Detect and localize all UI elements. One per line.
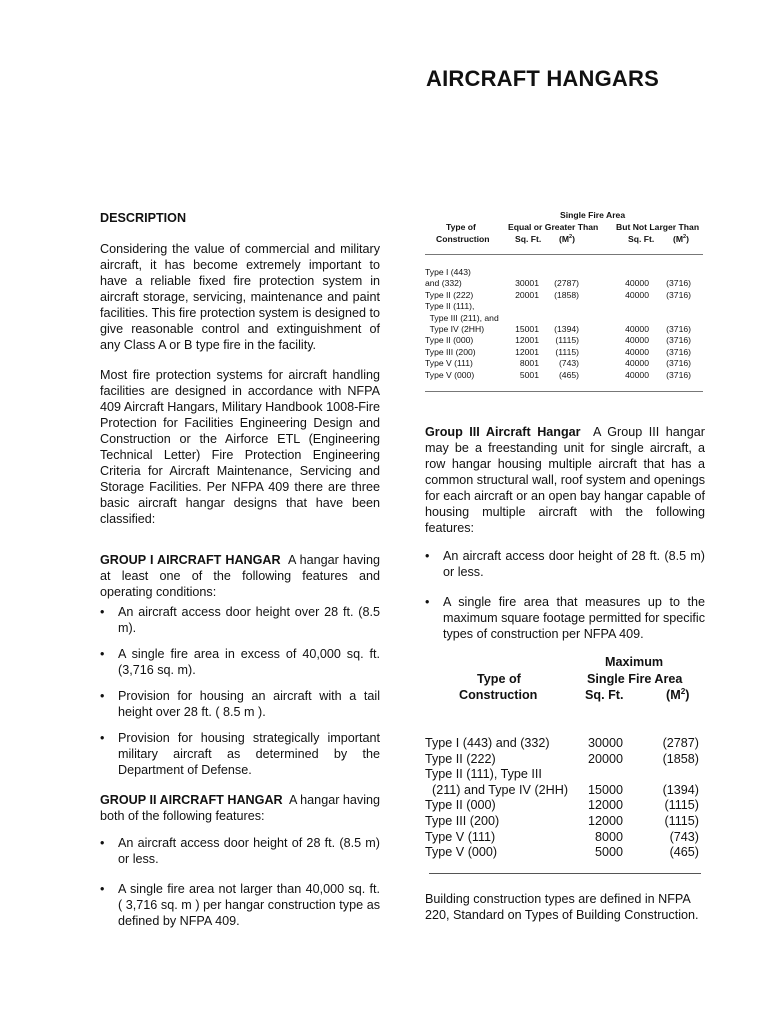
group3-intro-text: A Group III hangar may be a freestanding unit for single aircraft, a row hangar housing multiple aircraft that has a common structural wall, roof system and openings for each aircraft or an open bay hangar capable of housing multiple aircraft with the following features: xyxy=(425,425,705,535)
list-item: • A single fire area not larger than 40,000 sq. ft. ( 3,716 sq. m ) per hangar construction type as defined by NFPA 409. xyxy=(100,882,380,928)
table-cell: (3716) xyxy=(666,324,691,334)
table-rule xyxy=(429,873,701,874)
table-cell: (2787) xyxy=(662,736,699,750)
table-cell: 40000 xyxy=(625,369,649,380)
page-title: AIRCRAFT HANGARS xyxy=(426,66,659,91)
group2-bullet-list xyxy=(100,835,380,939)
group3-bullet-list xyxy=(425,548,705,652)
list-item: • An aircraft access door height of 28 ft. (8.5 m) or less. xyxy=(425,549,705,579)
table-cell: 40000 xyxy=(625,335,649,346)
group1-heading: GROUP I AIRCRAFT HANGAR xyxy=(100,553,281,567)
list-item: • Provision for housing an aircraft with a tail height over 28 ft. ( 8.5 m ). xyxy=(100,689,380,719)
group2-intro xyxy=(100,792,380,824)
table-cell: (743) xyxy=(669,829,699,844)
table-cell: 40000 xyxy=(625,358,649,369)
table-header-single-fire-area: Single Fire Area xyxy=(587,672,683,686)
table-header-not-larger: But Not Larger Than xyxy=(616,222,700,232)
table-cell: (3716) xyxy=(666,358,691,369)
table-cell: (3716) xyxy=(666,278,691,289)
table-header-equal-or-greater: Equal or Greater Than xyxy=(508,222,599,232)
table-header-m2: $(M^2)$ xyxy=(666,686,690,702)
table-rule xyxy=(425,254,703,255)
table-header-type-of: Type of xyxy=(446,222,476,232)
table-cell: (465) xyxy=(669,845,699,860)
description-section xyxy=(100,210,380,226)
table-cell: (1115) xyxy=(664,814,699,828)
list-item: • Provision for housing strategically important military aircraft as determined by the Department of Defense. xyxy=(100,731,380,777)
bullet-icon: • xyxy=(100,689,105,703)
table-header-sqft-2: Sq. Ft. xyxy=(628,234,655,244)
table-cell: 12001 xyxy=(515,346,539,357)
table-cell: 30000 xyxy=(587,736,623,750)
table-header-m2: $(M^2)$ xyxy=(559,234,576,244)
group1-bullet-list xyxy=(100,604,380,788)
table-cell: 40000 xyxy=(625,289,649,300)
table-cell: (3716) xyxy=(666,335,691,346)
table-cell: (1115) xyxy=(555,335,579,346)
table-row-label: and (332) xyxy=(425,278,462,289)
table-cell: 8000 xyxy=(594,829,623,844)
table-row-label: Type IV (2HH) xyxy=(425,324,485,334)
table-row-label: Type I (443) and (332) xyxy=(425,736,550,750)
table-cell: 20000 xyxy=(587,751,623,766)
table-row-label: Type II (000) xyxy=(425,335,474,346)
table-row-label: Type V (000) xyxy=(425,845,498,860)
table-cell: (1858) xyxy=(662,751,699,766)
group3-heading: Group III Aircraft Hangar xyxy=(425,425,581,439)
description-paragraph-2: Most fire protection systems for aircraft handling facilities are designed in accordance with NFPA 409 Aircraft Hangars, Military Handbook 1008-Fire Protection for Facilities Engineering Design and Construction or the Airforce ETL (Engineering Technical Letter) Fire Protection Engineering Criteria for Aircraft Maintenance, Servicing and Storage Facilities. Per NFPA 409 there are three basic aircraft hangar designs that have been classified: xyxy=(100,368,380,526)
table-cell: 12000 xyxy=(587,814,623,828)
table-row-label: Type V (111) xyxy=(425,829,496,844)
table-row-label: Type V (111) xyxy=(425,358,473,369)
table-cell: (1858) xyxy=(554,289,579,300)
description-paragraph-1: Considering the value of commercial and military aircraft, it has become extremely important to have a reliable fixed fire protection system in aircraft storage, servicing, maintenance and paint facilities. This fire protection system is designed to give reasonable control and extinguishment of any Class A or B type fire in the facility. xyxy=(100,242,380,352)
table-row-label: Type II (111), Type III xyxy=(425,767,542,782)
table-cell: 5001 xyxy=(519,369,539,380)
table-header-type-of: Type of xyxy=(477,672,521,686)
table-cell: 8001 xyxy=(519,358,539,369)
table-cell: 40000 xyxy=(625,278,649,289)
table-row-label: Type III (200) xyxy=(425,346,476,357)
table-cell: (465) xyxy=(558,369,579,380)
group3-intro xyxy=(425,424,705,536)
table-header-sqft: Sq. Ft. xyxy=(515,234,542,244)
bullet-icon: • xyxy=(100,836,105,850)
table-cell: (1394) xyxy=(554,324,579,334)
bullet-icon: • xyxy=(425,595,430,609)
table-cell: 12001 xyxy=(515,335,539,346)
list-item: • A single fire area in excess of 40,000 sq. ft. (3,716 sq. m). xyxy=(100,647,380,677)
bullet-icon: • xyxy=(425,549,430,563)
group2-intro-text: A hangar having both of the following features: xyxy=(100,793,381,823)
group1-intro-text: A hangar having at least one of the following features and operating conditions: xyxy=(100,553,380,599)
table-header-single-fire-area: Single Fire Area xyxy=(560,210,626,220)
table-row-label: Type II (000) xyxy=(425,798,496,813)
table-header-m2-2: $(M^2)$ xyxy=(673,234,690,244)
bullet-icon: • xyxy=(100,731,105,745)
table-cell: 40000 xyxy=(625,346,649,357)
list-item: • A single fire area that measures up to the maximum square footage permitted for specific types of construction per NFPA 409. xyxy=(425,595,705,641)
table-cell: (3716) xyxy=(666,346,691,357)
table-cell: 12000 xyxy=(587,798,623,813)
table-cell: 15001 xyxy=(515,324,539,334)
table-row-label: Type II (222) xyxy=(425,289,474,300)
table-row-label: (211) and Type IV (2HH) xyxy=(425,782,569,797)
table-cell: 15000 xyxy=(587,782,623,797)
table-row-label: Type III (211), and xyxy=(425,312,499,323)
table-row-label: Type II (111), xyxy=(425,301,475,312)
table-row-label: Type II (222) xyxy=(425,751,496,766)
max-fire-area-table xyxy=(425,655,710,875)
table-row-label: Type I (443) xyxy=(425,267,471,277)
table-header-sqft: Sq. Ft. xyxy=(585,688,624,702)
table-cell: (743) xyxy=(558,358,579,369)
small-fire-area-table xyxy=(425,210,710,400)
table-row-label: Type III (200) xyxy=(425,814,500,828)
table-cell: (2787) xyxy=(554,278,579,289)
description-heading: DESCRIPTION xyxy=(100,211,187,225)
table-cell: (3716) xyxy=(666,369,691,380)
table-cell: (3716) xyxy=(666,289,691,300)
table-rule xyxy=(425,391,703,392)
group2-heading: GROUP II AIRCRAFT HANGAR xyxy=(100,793,283,807)
table-cell: (1115) xyxy=(664,798,699,813)
table-cell: 20001 xyxy=(515,289,539,300)
footer-note: Building construction types are defined in NFPA 220, Standard on Types of Building Construction. xyxy=(425,892,699,922)
table-row-label: Type V (000) xyxy=(425,369,475,380)
table-header-construction: Construction xyxy=(436,234,490,244)
bullet-icon: • xyxy=(100,882,105,896)
table-cell: (1115) xyxy=(555,346,579,357)
table-cell: 5000 xyxy=(594,845,623,860)
list-item: • An aircraft access door height of 28 ft. (8.5 m) or less. xyxy=(100,836,380,866)
table-cell: 40000 xyxy=(625,324,649,334)
group1-intro xyxy=(100,552,380,600)
bullet-icon: • xyxy=(100,605,105,619)
list-item: • An aircraft access door height over 28 ft. (8.5 m). xyxy=(100,605,380,635)
table-header-construction: Construction xyxy=(459,688,538,702)
bullet-icon: • xyxy=(100,647,105,661)
table-header-maximum: Maximum xyxy=(605,655,664,669)
table-cell: 30001 xyxy=(515,278,539,289)
table-cell: (1394) xyxy=(662,782,699,797)
